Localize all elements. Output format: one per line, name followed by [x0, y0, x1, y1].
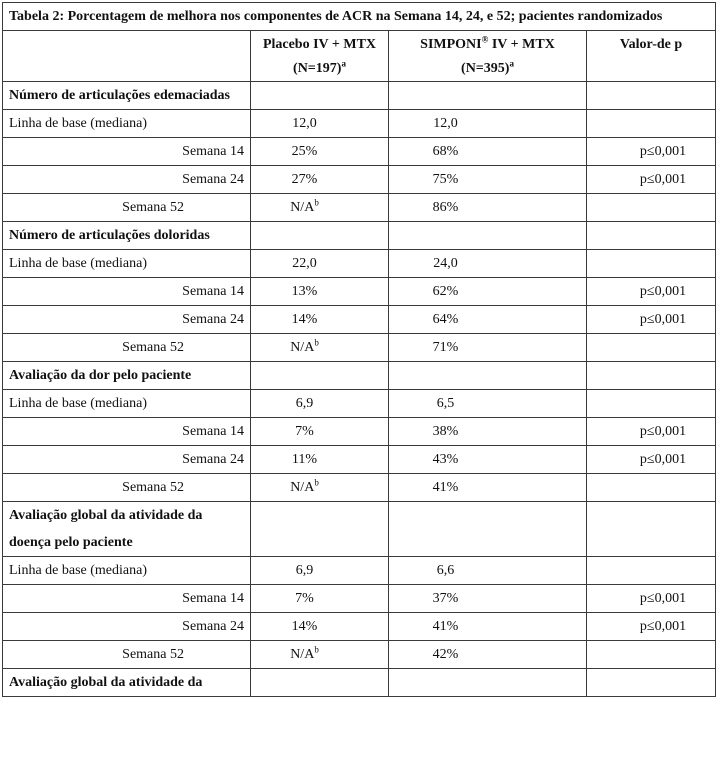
week-row — [3, 306, 716, 334]
empty-cell — [587, 82, 716, 110]
week-label: Semana 24 — [3, 166, 251, 194]
p-value: p≤0,001 — [587, 585, 716, 613]
p-value: p≤0,001 — [587, 138, 716, 166]
table-caption: Tabela 2: Porcentagem de melhora nos componentes de ACR na Semana 14, 24, e 52; pacientes randomizados — [3, 3, 716, 31]
footnote-b-marker: b — [314, 337, 319, 348]
simponi-value: 42% — [389, 641, 587, 669]
simponi-value: 68% — [389, 138, 587, 166]
empty-cell — [389, 502, 587, 557]
baseline-row — [3, 390, 716, 418]
p-value — [587, 334, 716, 362]
empty-cell — [587, 390, 716, 418]
section-title: Número de articulações doloridas — [3, 222, 251, 250]
section-title: Avaliação global da atividade da doença pelo paciente — [3, 502, 251, 557]
section-title: Avaliação da dor pelo paciente — [3, 362, 251, 390]
empty-cell — [587, 250, 716, 278]
header-simponi-n: (N=395) — [461, 61, 510, 76]
placebo-value: 6,9 — [251, 390, 389, 418]
footnote-a-marker: a — [509, 58, 514, 69]
week-label: Semana 24 — [3, 613, 251, 641]
week-label: Semana 52 — [3, 474, 251, 502]
placebo-value-text: N/A — [290, 480, 315, 495]
placebo-value: 6,9 — [251, 557, 389, 585]
empty-cell — [587, 362, 716, 390]
p-value: p≤0,001 — [587, 446, 716, 474]
placebo-value — [251, 194, 389, 222]
header-simponi — [389, 31, 587, 82]
footnote-b-marker: b — [314, 477, 319, 488]
week-row — [3, 138, 716, 166]
simponi-value: 62% — [389, 278, 587, 306]
simponi-value: 37% — [389, 585, 587, 613]
week-label: Semana 52 — [3, 334, 251, 362]
week-label: Semana 14 — [3, 138, 251, 166]
baseline-row — [3, 250, 716, 278]
header-placebo — [251, 31, 389, 82]
section-title-row — [3, 82, 716, 110]
baseline-label: Linha de base (mediana) — [3, 250, 251, 278]
placebo-value-text: 7% — [295, 424, 314, 439]
placebo-value — [251, 138, 389, 166]
header-placebo-label: Placebo IV + MTX — [262, 37, 377, 52]
week-row — [3, 613, 716, 641]
empty-cell — [251, 362, 389, 390]
week-row — [3, 474, 716, 502]
week-row — [3, 166, 716, 194]
simponi-value: 6,5 — [389, 390, 587, 418]
simponi-value: 38% — [389, 418, 587, 446]
placebo-value — [251, 418, 389, 446]
week-label: Semana 14 — [3, 278, 251, 306]
empty-cell — [587, 669, 716, 697]
empty-cell — [251, 222, 389, 250]
header-simponi-label: SIMPONI — [420, 37, 482, 52]
empty-cell — [389, 82, 587, 110]
simponi-value: 43% — [389, 446, 587, 474]
placebo-value-text: 27% — [291, 172, 318, 187]
simponi-value: 24,0 — [389, 250, 587, 278]
header-empty-cell — [3, 31, 251, 82]
empty-cell — [251, 82, 389, 110]
empty-cell — [389, 222, 587, 250]
empty-cell — [587, 222, 716, 250]
week-label: Semana 52 — [3, 194, 251, 222]
week-label: Semana 24 — [3, 306, 251, 334]
week-row — [3, 446, 716, 474]
section-title-row — [3, 502, 716, 557]
week-row — [3, 418, 716, 446]
simponi-value: 71% — [389, 334, 587, 362]
simponi-value: 41% — [389, 613, 587, 641]
week-label: Semana 14 — [3, 585, 251, 613]
placebo-value-text: 14% — [291, 619, 318, 634]
baseline-label: Linha de base (mediana) — [3, 557, 251, 585]
empty-cell — [251, 669, 389, 697]
placebo-value — [251, 166, 389, 194]
section-title: Número de articulações edemaciadas — [3, 82, 251, 110]
simponi-value: 6,6 — [389, 557, 587, 585]
section-title: Avaliação global da atividade da — [3, 669, 251, 697]
header-p-value: Valor-de p — [587, 31, 716, 82]
placebo-value — [251, 278, 389, 306]
header-row — [3, 31, 716, 82]
placebo-value-text: N/A — [290, 647, 315, 662]
simponi-value: 12,0 — [389, 110, 587, 138]
p-value — [587, 474, 716, 502]
p-value — [587, 194, 716, 222]
placebo-value — [251, 306, 389, 334]
week-label: Semana 14 — [3, 418, 251, 446]
placebo-value — [251, 585, 389, 613]
week-row — [3, 641, 716, 669]
empty-cell — [389, 362, 587, 390]
placebo-value-text: 25% — [291, 144, 318, 159]
footnote-a-marker: a — [341, 58, 346, 69]
simponi-value: 64% — [389, 306, 587, 334]
week-row — [3, 334, 716, 362]
placebo-value: 12,0 — [251, 110, 389, 138]
p-value — [587, 641, 716, 669]
empty-cell — [587, 557, 716, 585]
placebo-value — [251, 334, 389, 362]
placebo-value-text: N/A — [290, 340, 315, 355]
placebo-value — [251, 446, 389, 474]
baseline-row — [3, 557, 716, 585]
p-value: p≤0,001 — [587, 166, 716, 194]
caption-row — [3, 3, 716, 31]
footnote-b-marker: b — [314, 197, 319, 208]
week-row — [3, 278, 716, 306]
placebo-value-text: 14% — [291, 312, 318, 327]
acr-components-table — [2, 2, 716, 697]
empty-cell — [587, 110, 716, 138]
simponi-value: 75% — [389, 166, 587, 194]
week-label: Semana 52 — [3, 641, 251, 669]
section-title-row — [3, 362, 716, 390]
p-value: p≤0,001 — [587, 613, 716, 641]
placebo-value — [251, 474, 389, 502]
baseline-row — [3, 110, 716, 138]
simponi-value: 41% — [389, 474, 587, 502]
placebo-value — [251, 641, 389, 669]
placebo-value: 22,0 — [251, 250, 389, 278]
placebo-value-text: N/A — [290, 200, 315, 215]
p-value: p≤0,001 — [587, 418, 716, 446]
empty-cell — [251, 502, 389, 557]
placebo-value-text: 11% — [291, 452, 318, 467]
placebo-value-text: 13% — [291, 284, 318, 299]
empty-cell — [389, 669, 587, 697]
empty-cell — [587, 502, 716, 557]
header-placebo-n: (N=197) — [293, 61, 342, 76]
section-title-row — [3, 669, 716, 697]
section-title-row — [3, 222, 716, 250]
registered-mark: ® — [481, 34, 489, 45]
header-simponi-rest: IV + MTX — [488, 37, 555, 52]
p-value: p≤0,001 — [587, 278, 716, 306]
week-row — [3, 194, 716, 222]
placebo-value — [251, 613, 389, 641]
simponi-value: 86% — [389, 194, 587, 222]
footnote-b-marker: b — [314, 644, 319, 655]
baseline-label: Linha de base (mediana) — [3, 110, 251, 138]
week-label: Semana 24 — [3, 446, 251, 474]
baseline-label: Linha de base (mediana) — [3, 390, 251, 418]
placebo-value-text: 7% — [295, 591, 314, 606]
p-value: p≤0,001 — [587, 306, 716, 334]
week-row — [3, 585, 716, 613]
